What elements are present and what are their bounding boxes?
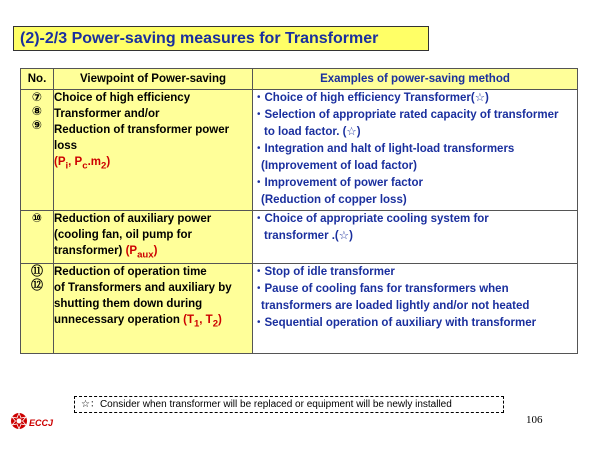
example-line: ・Choice of appropriate cooling system for xyxy=(253,213,489,225)
row-number-cell xyxy=(21,264,54,354)
examples-cell xyxy=(253,90,578,211)
table-row xyxy=(21,211,578,264)
row-number: ⑩ xyxy=(31,211,43,225)
viewpoint-cell xyxy=(54,90,253,211)
table-row xyxy=(21,264,578,354)
example-line: ・Choice of high efficiency Transformer(☆) xyxy=(253,92,489,104)
viewpoint-line: Reduction of operation time xyxy=(54,266,207,279)
viewpoint-line: unnecessary operation ($T_1$, $T_2$) xyxy=(54,314,222,330)
row-number: ⑨ xyxy=(31,118,43,132)
table-row xyxy=(21,90,578,211)
example-line: ・Pause of cooling fans for transformers when xyxy=(253,283,509,296)
viewpoint-line: Transformer and/or xyxy=(54,108,160,120)
example-line: ・Stop of idle transformer xyxy=(253,266,395,279)
viewpoint-line: of Transformers and auxiliary by xyxy=(54,282,232,295)
aux-formula: $(P_{aux})$ xyxy=(125,245,158,261)
loss-formula: ($P_i$, $P_c.m_2$) xyxy=(54,156,111,172)
page-number: 106 xyxy=(526,414,543,426)
example-line: to load factor. (☆) xyxy=(264,126,361,138)
row-number: ⑪ xyxy=(30,264,43,279)
example-line: ・Sequential operation of auxiliary with transformer xyxy=(253,317,537,330)
example-line: transformer .(☆) xyxy=(264,230,353,242)
logo-text: ECCJ xyxy=(29,418,54,428)
header-examples: Examples of power-saving method xyxy=(253,69,578,90)
example-line: transformers are loaded lightly and/or not heated xyxy=(261,300,530,313)
header-no: No. xyxy=(21,69,54,90)
footnote: ☆：Consider when transformer will be replaced or equipment will be newly installed xyxy=(74,396,504,413)
table-header-row xyxy=(21,69,578,90)
page-title: (2)-2/3 Power-saving measures for Transformer xyxy=(13,26,429,51)
example-line: ・Integration and halt of light-load transformers xyxy=(253,143,515,155)
measures-table xyxy=(20,68,578,354)
viewpoint-line: Reduction of transformer power xyxy=(54,124,230,136)
viewpoint-line: shutting them down during xyxy=(54,298,203,311)
example-line: (Improvement of load factor) xyxy=(261,160,417,172)
viewpoint-cell xyxy=(54,211,253,264)
viewpoint-line: (cooling fan, oil pump for xyxy=(54,229,192,241)
row-number-cell xyxy=(21,90,54,211)
viewpoint-line: transformer) $(P_{aux})$ xyxy=(54,245,158,261)
row-number-cell xyxy=(21,211,54,264)
row-number: ⑧ xyxy=(31,104,43,118)
row-number: ⑫ xyxy=(30,278,43,293)
header-viewpoint: Viewpoint of Power-saving xyxy=(54,69,253,90)
time-formula: ($T_1$, $T_2$) xyxy=(183,314,222,330)
eccj-logo-icon xyxy=(10,412,28,435)
viewpoint-line: Choice of high efficiency xyxy=(54,92,191,104)
examples-cell xyxy=(253,211,578,264)
row-number: ⑦ xyxy=(31,90,43,104)
viewpoint-line: Reduction of auxiliary power xyxy=(54,213,212,225)
example-line: ・Improvement of power factor xyxy=(253,177,423,189)
example-line: ・Selection of appropriate rated capacity of transformer xyxy=(253,109,559,121)
viewpoint-line: loss xyxy=(54,140,78,152)
viewpoint-cell xyxy=(54,264,253,354)
example-line: (Reduction of copper loss) xyxy=(261,194,407,206)
examples-cell xyxy=(253,264,578,354)
